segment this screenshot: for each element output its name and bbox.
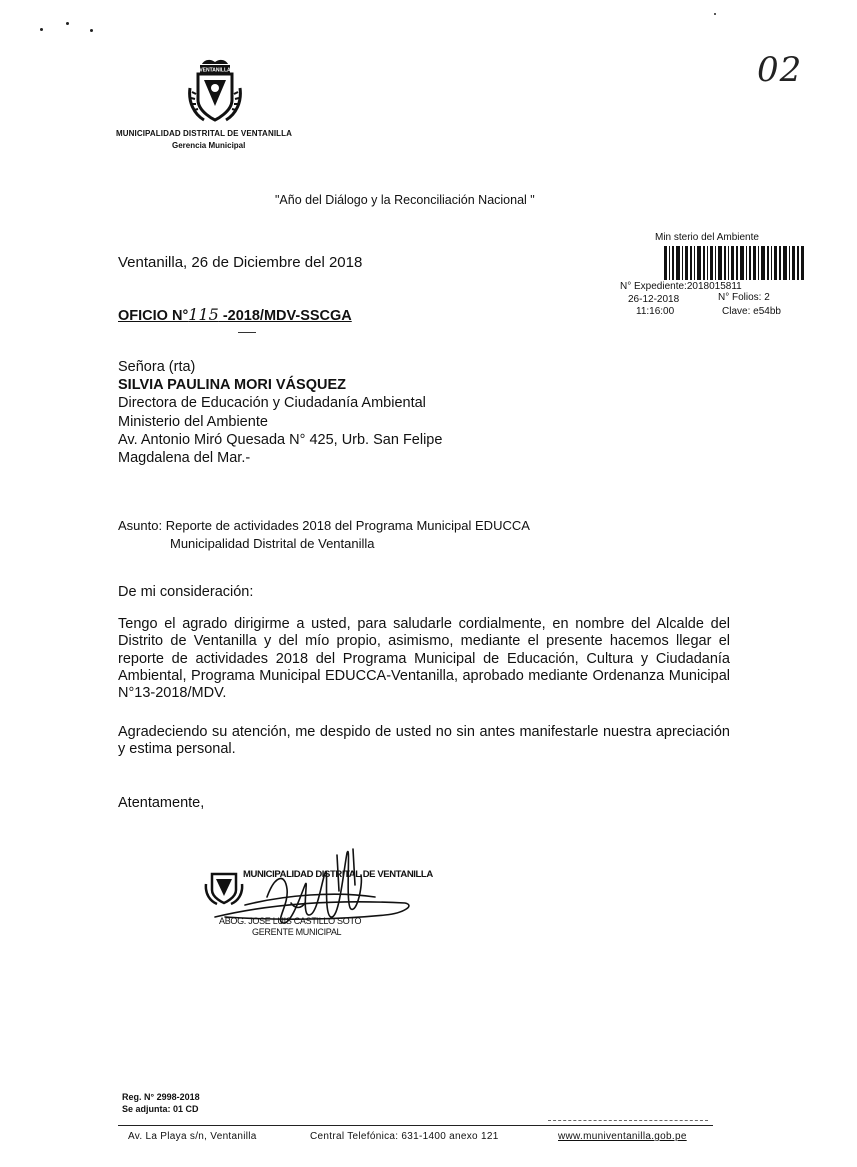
subject-block: [118, 517, 530, 552]
municipality-logo: [188, 58, 242, 126]
recipient-block: [118, 358, 442, 467]
body-paragraph-1: Tengo el agrado dirigirme a usted, para saludarle cordialmente, en nombre del Alcalde del Distrito de Ventanilla y del mío propio, asimismo, mediante el presente hacemos llegar el reporte de actividades 2018 del Programa Municipal de Educación, Cultura y Ciudadanía Ambiental, Programa Municipal EDUCCA-Ventanilla, aprobado mediante Ordenanza Municipal N°13-2018/MDV.: [118, 616, 730, 702]
registry-number: Reg. N° 2998-2018: [122, 1092, 200, 1102]
barcode-icon: [664, 246, 804, 280]
recipient-salutation: Señora (rta): [118, 359, 196, 375]
footer-phone: Central Telefónica: 631-1400 anexo 121: [310, 1131, 499, 1142]
recipient-city: Magdalena del Mar.-: [118, 450, 251, 467]
handwritten-page-number: 02: [757, 50, 803, 90]
stamp-title: Min sterio del Ambiente: [655, 232, 759, 243]
footer-rule: [118, 1125, 713, 1126]
oficio-number: 115: [188, 305, 219, 324]
footer-website[interactable]: www.muniventanilla.gob.pe: [558, 1131, 687, 1142]
recipient-address: Av. Antonio Miró Quesada N° 425, Urb. San Felipe: [118, 431, 443, 448]
date-line: Ventanilla, 26 de Diciembre del 2018: [118, 254, 363, 271]
subject-label: Asunto:: [118, 518, 163, 533]
signer-name: ABOG. JOSE LUIS CASTILLO SOTO: [219, 916, 362, 926]
stamp-folios: [718, 292, 770, 303]
scan-speck: [90, 29, 93, 32]
pen-mark: [238, 332, 256, 333]
stamp-clave-label: Clave:: [722, 306, 751, 317]
recipient-organization: Ministerio del Ambiente: [118, 413, 268, 430]
registry-info: [122, 1091, 200, 1115]
signer-title: GERENTE MUNICIPAL: [252, 927, 342, 937]
subject-line-2: Municipalidad Distrital de Ventanilla: [170, 535, 375, 551]
institution-name: MUNICIPALIDAD DISTRITAL DE VENTANILLA: [116, 129, 292, 138]
salutation: De mi consideración:: [118, 584, 254, 600]
stamp-expediente: [620, 281, 742, 292]
body-paragraph-2: Agradeciendo su atención, me despido de usted no sin antes manifestarle nuestra apreciación y estima personal.: [118, 724, 730, 758]
oficio-prefix: OFICIO N°: [118, 308, 189, 324]
logo-text: VENTANILLA: [199, 67, 231, 74]
stamp-expediente-value: 2018015811: [686, 281, 742, 292]
stamp-clave-value: e54bb: [753, 306, 781, 317]
stamp-clave: [722, 306, 781, 317]
closing: Atentamente,: [118, 795, 205, 811]
scan-speck: [66, 22, 69, 25]
recipient-name: SILVIA PAULINA MORI VÁSQUEZ: [118, 377, 346, 394]
scan-speck: [40, 28, 43, 31]
department-name: Gerencia Municipal: [172, 141, 246, 150]
oficio-suffix: -2018/MDV-SSCGA: [218, 308, 352, 324]
stamp-expediente-label: N° Expediente:: [620, 281, 687, 292]
footer-dotted-rule: [548, 1120, 708, 1122]
year-motto: "Año del Diálogo y la Reconciliación Nacional ": [275, 193, 535, 207]
stamp-time: 11:16:00: [636, 306, 675, 317]
signature-stamp-institution: MUNICIPALIDAD DISTRITAL DE VENTANILLA: [243, 869, 433, 880]
scan-speck: [714, 13, 716, 15]
stamp-date: 26-12-2018: [628, 294, 680, 305]
stamp-folios-label: N° Folios:: [718, 292, 762, 303]
oficio-reference: [118, 305, 352, 324]
recipient-position: Directora de Educación y Ciudadanía Ambiental: [118, 395, 426, 412]
subject-line-1: Reporte de actividades 2018 del Programa Municipal EDUCCA: [165, 518, 530, 533]
footer-address: Av. La Playa s/n, Ventanilla: [128, 1131, 257, 1142]
stamp-folios-value: 2: [764, 292, 770, 303]
attachment-note: Se adjunta: 01 CD: [122, 1104, 199, 1114]
